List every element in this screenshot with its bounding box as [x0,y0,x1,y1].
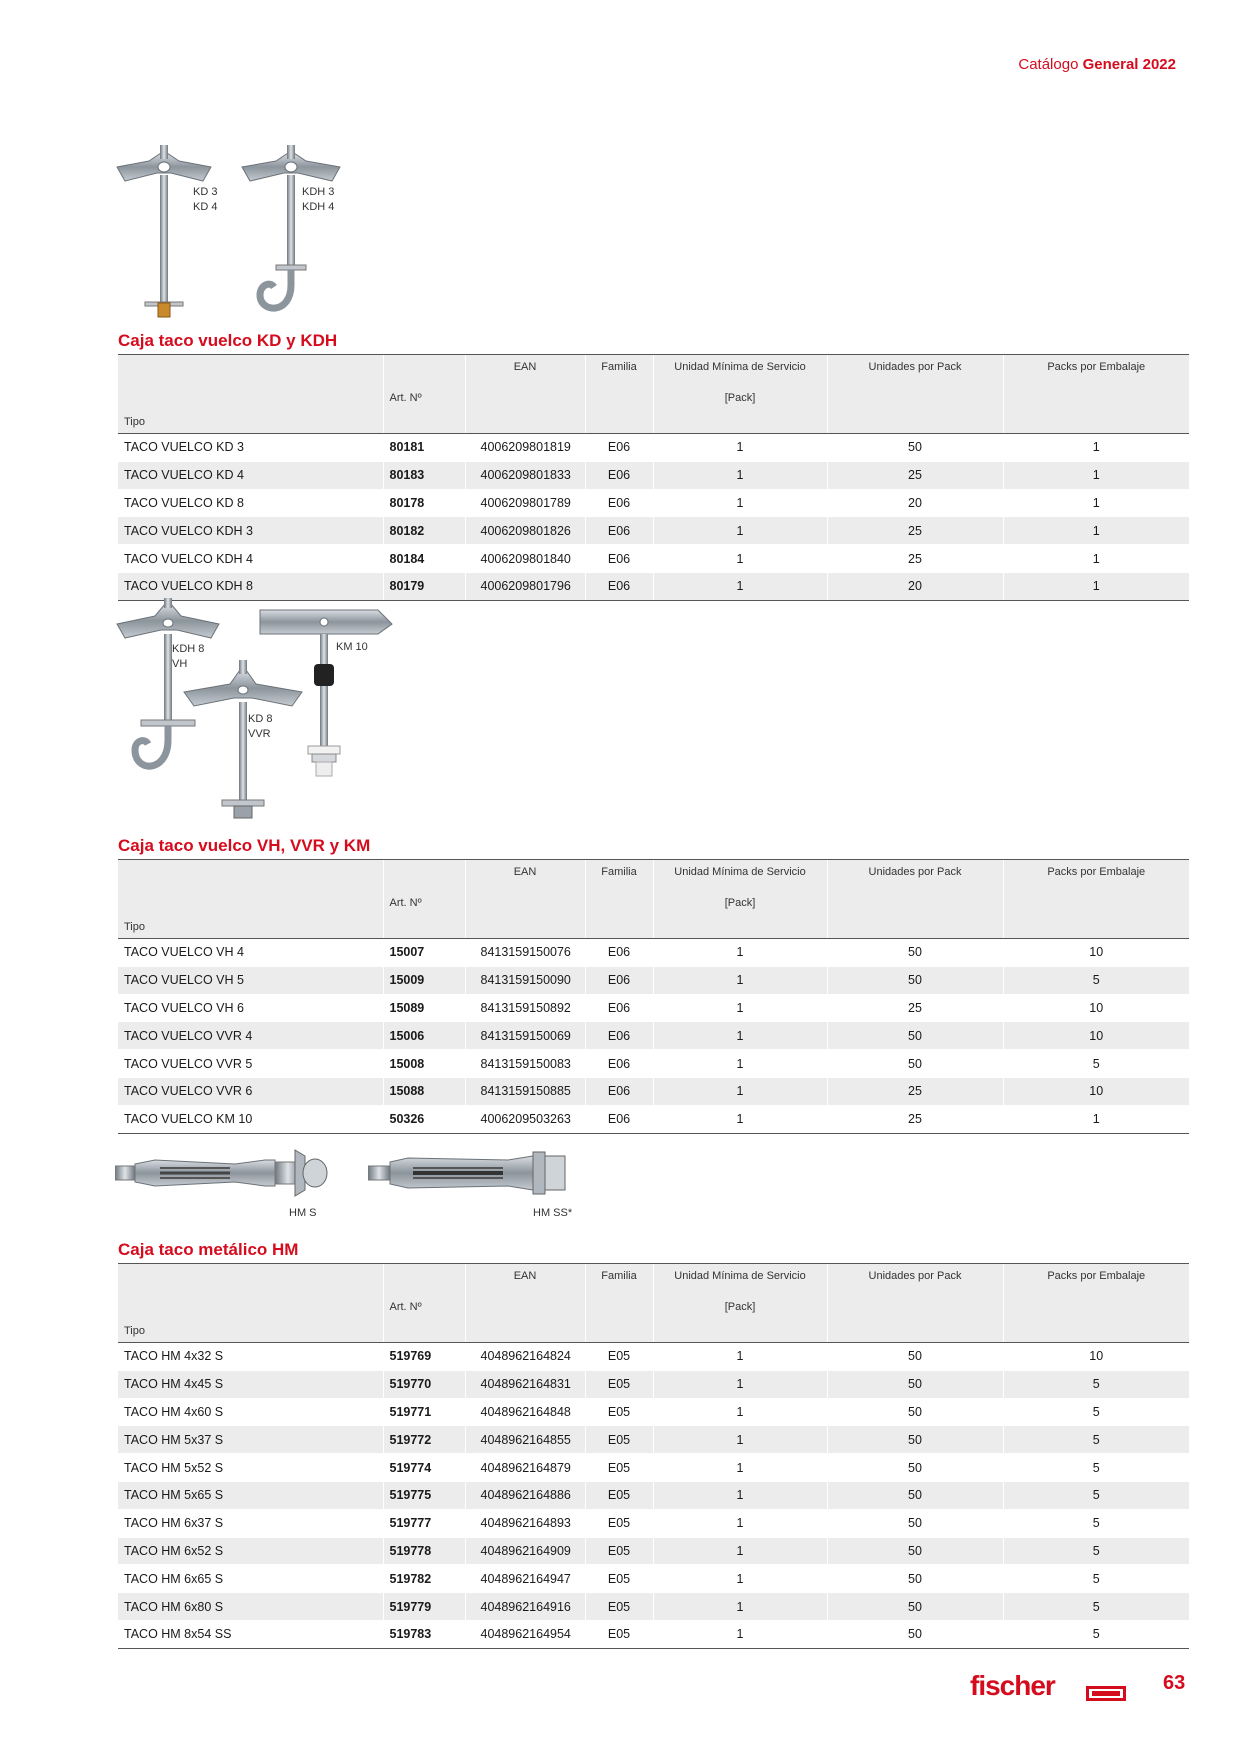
col-unidad-min-unit: [Pack] [653,385,827,410]
cell-tipo: TACO VUELCO KD 4 [118,461,383,489]
cell-art: 15008 [383,1050,465,1078]
cell-art: 519782 [383,1565,465,1593]
table-row [118,1343,1189,1371]
cell-art: 80182 [383,517,465,545]
cell-unidad-min: 1 [653,1343,827,1371]
cell-art: 15006 [383,1022,465,1050]
cell-familia: E05 [585,1509,653,1537]
table-row [118,1426,1189,1454]
cell-ean: 4048962164893 [465,1509,585,1537]
cell-unidad-min: 1 [653,489,827,517]
cell-unidad-min: 1 [653,1105,827,1133]
cell-ean: 4048962164831 [465,1370,585,1398]
cell-ean: 4006209801833 [465,461,585,489]
table-row [118,1620,1189,1648]
cell-unidades-pack: 50 [827,1537,1003,1565]
cell-familia: E05 [585,1481,653,1509]
cell-ean: 4048962164886 [465,1481,585,1509]
cell-art: 519774 [383,1454,465,1482]
cell-art: 519771 [383,1398,465,1426]
cell-art: 519777 [383,1509,465,1537]
cell-art: 80178 [383,489,465,517]
cell-unidades-pack: 50 [827,1022,1003,1050]
cell-familia: E06 [585,1022,653,1050]
cell-familia: E05 [585,1370,653,1398]
cell-unidad-min: 1 [653,1454,827,1482]
section-title-hm: Caja taco metálico HM [118,1240,299,1259]
cell-art: 15088 [383,1077,465,1105]
cell-packs-embalaje: 5 [1003,1398,1189,1426]
cell-unidades-pack: 50 [827,1454,1003,1482]
kd-label-line: KD 3 [193,186,218,198]
kdh-toggle-hook-image [240,145,350,320]
table-row [118,1077,1189,1105]
kdh8-label-line: VH [172,658,188,670]
kd8-image-label [248,712,272,742]
cell-art: 519783 [383,1620,465,1648]
cell-unidades-pack: 25 [827,1105,1003,1133]
kd8-vvr-image [182,660,312,825]
cell-familia: E05 [585,1593,653,1621]
kdh-label-line: KDH 4 [302,201,335,213]
cell-art: 519775 [383,1481,465,1509]
cell-unidades-pack: 25 [827,994,1003,1022]
col-unidad-min: Unidad Mínima de Servicio [653,860,827,891]
cell-tipo: TACO VUELCO VH 5 [118,966,383,994]
col-packs-embalaje: Packs por Embalaje [1003,355,1189,386]
cell-tipo: TACO HM 6x52 S [118,1537,383,1565]
col-unidades-pack: Unidades por Pack [827,1264,1003,1295]
cell-ean: 4048962164909 [465,1537,585,1565]
cell-familia: E05 [585,1398,653,1426]
cell-tipo: TACO VUELCO KDH 3 [118,517,383,545]
cell-familia: E05 [585,1426,653,1454]
col-unidades-pack: Unidades por Pack [827,355,1003,386]
table-row [118,1509,1189,1537]
col-familia: Familia [585,1264,653,1295]
cell-packs-embalaje: 10 [1003,939,1189,967]
cell-unidad-min: 1 [653,994,827,1022]
cell-unidades-pack: 25 [827,1077,1003,1105]
col-art: Art. Nº [383,890,465,915]
col-familia: Familia [585,355,653,386]
cell-packs-embalaje: 1 [1003,572,1189,600]
col-tipo: Tipo [118,1319,383,1343]
cell-familia: E06 [585,1105,653,1133]
cell-packs-embalaje: 5 [1003,1593,1189,1621]
cell-unidad-min: 1 [653,1077,827,1105]
cell-ean: 4048962164848 [465,1398,585,1426]
table-row [118,461,1189,489]
cell-unidades-pack: 50 [827,1370,1003,1398]
cell-tipo: TACO VUELCO KD 8 [118,489,383,517]
cell-tipo: TACO VUELCO VH 4 [118,939,383,967]
col-unidad-min-unit: [Pack] [653,890,827,915]
cell-unidades-pack: 50 [827,1593,1003,1621]
cell-tipo: TACO HM 8x54 SS [118,1620,383,1648]
kd-label-line: KD 4 [193,201,218,213]
cell-ean: 4006209801826 [465,517,585,545]
cell-familia: E05 [585,1454,653,1482]
page-number: 63 [1163,1672,1186,1694]
col-ean: EAN [465,860,585,891]
cell-unidad-min: 1 [653,572,827,600]
cell-art: 80181 [383,434,465,462]
section-title-vh-vvr-km: Caja taco vuelco VH, VVR y KM [118,836,371,855]
cell-familia: E06 [585,1077,653,1105]
cell-unidades-pack: 50 [827,1620,1003,1648]
cell-packs-embalaje: 5 [1003,1537,1189,1565]
col-unidad-min: Unidad Mínima de Servicio [653,355,827,386]
cell-familia: E05 [585,1620,653,1648]
cell-unidad-min: 1 [653,1593,827,1621]
cell-tipo: TACO HM 6x37 S [118,1509,383,1537]
cell-art: 15007 [383,939,465,967]
cell-unidades-pack: 50 [827,434,1003,462]
cell-unidad-min: 1 [653,1620,827,1648]
cell-art: 80184 [383,545,465,573]
cell-tipo: TACO VUELCO VH 6 [118,994,383,1022]
hm-s-anchor-image [115,1148,335,1198]
cell-familia: E06 [585,939,653,967]
table-row [118,489,1189,517]
table-row [118,434,1189,462]
col-tipo: Tipo [118,410,383,434]
cell-familia: E06 [585,434,653,462]
cell-tipo: TACO VUELCO KD 3 [118,434,383,462]
cell-packs-embalaje: 10 [1003,994,1189,1022]
cell-art: 519779 [383,1593,465,1621]
cell-packs-embalaje: 10 [1003,1343,1189,1371]
kdh-image-label [302,185,334,215]
table-vh-vvr-km [118,859,1189,1134]
cell-unidad-min: 1 [653,1398,827,1426]
cell-ean: 4006209801796 [465,572,585,600]
cell-unidades-pack: 50 [827,1426,1003,1454]
table-body [118,434,1189,601]
cell-familia: E06 [585,1050,653,1078]
cell-familia: E06 [585,517,653,545]
table-row [118,1593,1189,1621]
table-row [118,1454,1189,1482]
kd8-label-line: KD 8 [248,713,273,725]
cell-unidad-min: 1 [653,517,827,545]
cell-familia: E05 [585,1343,653,1371]
fischer-logo: fischer [970,1670,1055,1701]
cell-ean: 4048962164855 [465,1426,585,1454]
cell-unidades-pack: 25 [827,545,1003,573]
cell-tipo: TACO HM 4x32 S [118,1343,383,1371]
table-body [118,939,1189,1134]
catalog-header-prefix: Catálogo [1018,56,1079,73]
cell-ean: 8413159150076 [465,939,585,967]
section-title-kd-kdh: Caja taco vuelco KD y KDH [118,331,338,350]
cell-unidad-min: 1 [653,461,827,489]
cell-art: 519770 [383,1370,465,1398]
cell-art: 80183 [383,461,465,489]
cell-packs-embalaje: 5 [1003,1426,1189,1454]
cell-familia: E06 [585,966,653,994]
cell-packs-embalaje: 5 [1003,1481,1189,1509]
cell-ean: 4006209801840 [465,545,585,573]
cell-unidades-pack: 25 [827,461,1003,489]
cell-art: 80179 [383,572,465,600]
table-row [118,939,1189,967]
kd-toggle-bolt-image [115,145,218,320]
cell-art: 519769 [383,1343,465,1371]
table-row [118,572,1189,600]
cell-tipo: TACO VUELCO VVR 6 [118,1077,383,1105]
kdh8-label-line: KDH 8 [172,643,205,655]
cell-packs-embalaje: 1 [1003,461,1189,489]
cell-familia: E06 [585,994,653,1022]
cell-art: 50326 [383,1105,465,1133]
hm-ss-image-label: HM SS* [533,1207,573,1219]
col-unidad-min-unit: [Pack] [653,1294,827,1319]
cell-tipo: TACO HM 4x60 S [118,1398,383,1426]
table-row [118,1370,1189,1398]
cell-packs-embalaje: 5 [1003,1620,1189,1648]
cell-unidades-pack: 50 [827,966,1003,994]
table-row [118,1537,1189,1565]
cell-tipo: TACO HM 6x80 S [118,1593,383,1621]
cell-tipo: TACO HM 4x45 S [118,1370,383,1398]
col-packs-embalaje: Packs por Embalaje [1003,860,1189,891]
cell-unidad-min: 1 [653,1050,827,1078]
cell-unidad-min: 1 [653,1509,827,1537]
table-row [118,1565,1189,1593]
cell-unidad-min: 1 [653,434,827,462]
cell-unidades-pack: 50 [827,939,1003,967]
cell-ean: 4048962164916 [465,1593,585,1621]
col-familia: Familia [585,860,653,891]
cell-art: 15089 [383,994,465,1022]
cell-unidad-min: 1 [653,1370,827,1398]
cell-unidades-pack: 50 [827,1481,1003,1509]
catalog-header [1018,56,1176,73]
hm-ss-anchor-image [368,1146,588,1201]
cell-unidad-min: 1 [653,966,827,994]
cell-tipo: TACO VUELCO KDH 8 [118,572,383,600]
cell-unidad-min: 1 [653,1426,827,1454]
hm-s-image-label: HM S [289,1207,317,1219]
cell-ean: 4048962164879 [465,1454,585,1482]
cell-familia: E06 [585,545,653,573]
cell-unidad-min: 1 [653,1022,827,1050]
cell-familia: E05 [585,1537,653,1565]
cell-packs-embalaje: 1 [1003,545,1189,573]
table-row [118,1398,1189,1426]
col-unidades-pack: Unidades por Pack [827,860,1003,891]
fischer-badge-icon [1086,1686,1126,1701]
cell-ean: 4048962164824 [465,1343,585,1371]
cell-packs-embalaje: 5 [1003,1050,1189,1078]
kd-image-label [193,185,217,215]
cell-tipo: TACO VUELCO KDH 4 [118,545,383,573]
km10-image-label: KM 10 [336,641,368,653]
cell-ean: 4006209801819 [465,434,585,462]
cell-unidades-pack: 20 [827,572,1003,600]
catalog-header-title: General 2022 [1082,56,1176,73]
cell-tipo: TACO HM 5x37 S [118,1426,383,1454]
cell-packs-embalaje: 10 [1003,1022,1189,1050]
table-row [118,545,1189,573]
cell-unidad-min: 1 [653,939,827,967]
cell-packs-embalaje: 5 [1003,1454,1189,1482]
col-art: Art. Nº [383,1294,465,1319]
cell-packs-embalaje: 5 [1003,1565,1189,1593]
cell-packs-embalaje: 1 [1003,1105,1189,1133]
col-tipo: Tipo [118,915,383,939]
cell-unidades-pack: 50 [827,1343,1003,1371]
cell-packs-embalaje: 5 [1003,1370,1189,1398]
col-art: Art. Nº [383,385,465,410]
cell-unidades-pack: 25 [827,517,1003,545]
table-body [118,1343,1189,1649]
table-row [118,1050,1189,1078]
cell-unidad-min: 1 [653,1537,827,1565]
cell-familia: E05 [585,1565,653,1593]
cell-ean: 8413159150083 [465,1050,585,1078]
cell-ean: 8413159150069 [465,1022,585,1050]
cell-ean: 4006209801789 [465,489,585,517]
cell-unidades-pack: 50 [827,1565,1003,1593]
cell-packs-embalaje: 5 [1003,1509,1189,1537]
cell-tipo: TACO VUELCO KM 10 [118,1105,383,1133]
col-ean: EAN [465,1264,585,1295]
cell-packs-embalaje: 1 [1003,434,1189,462]
cell-packs-embalaje: 1 [1003,489,1189,517]
cell-ean: 8413159150892 [465,994,585,1022]
cell-familia: E06 [585,489,653,517]
table-row [118,1022,1189,1050]
kd8-label-line: VVR [248,728,271,740]
cell-ean: 4048962164954 [465,1620,585,1648]
cell-unidad-min: 1 [653,1481,827,1509]
table-row [118,994,1189,1022]
cell-tipo: TACO HM 5x52 S [118,1454,383,1482]
cell-unidades-pack: 50 [827,1398,1003,1426]
cell-unidades-pack: 50 [827,1050,1003,1078]
cell-ean: 4048962164947 [465,1565,585,1593]
cell-art: 519778 [383,1537,465,1565]
cell-tipo: TACO VUELCO VVR 5 [118,1050,383,1078]
table-hm [118,1263,1189,1649]
cell-ean: 8413159150090 [465,966,585,994]
cell-unidades-pack: 50 [827,1509,1003,1537]
cell-packs-embalaje: 1 [1003,517,1189,545]
cell-unidad-min: 1 [653,1565,827,1593]
cell-unidad-min: 1 [653,545,827,573]
table-row [118,966,1189,994]
cell-tipo: TACO HM 6x65 S [118,1565,383,1593]
cell-ean: 4006209503263 [465,1105,585,1133]
cell-ean: 8413159150885 [465,1077,585,1105]
cell-familia: E06 [585,572,653,600]
cell-packs-embalaje: 5 [1003,966,1189,994]
cell-tipo: TACO HM 5x65 S [118,1481,383,1509]
cell-unidades-pack: 20 [827,489,1003,517]
table-row [118,517,1189,545]
col-unidad-min: Unidad Mínima de Servicio [653,1264,827,1295]
table-row [118,1481,1189,1509]
kdh-label-line: KDH 3 [302,186,335,198]
cell-tipo: TACO VUELCO VVR 4 [118,1022,383,1050]
table-row [118,1105,1189,1133]
cell-art: 519772 [383,1426,465,1454]
cell-familia: E06 [585,461,653,489]
col-packs-embalaje: Packs por Embalaje [1003,1264,1189,1295]
table-kd-kdh [118,354,1189,601]
cell-art: 15009 [383,966,465,994]
col-ean: EAN [465,355,585,386]
cell-packs-embalaje: 10 [1003,1077,1189,1105]
